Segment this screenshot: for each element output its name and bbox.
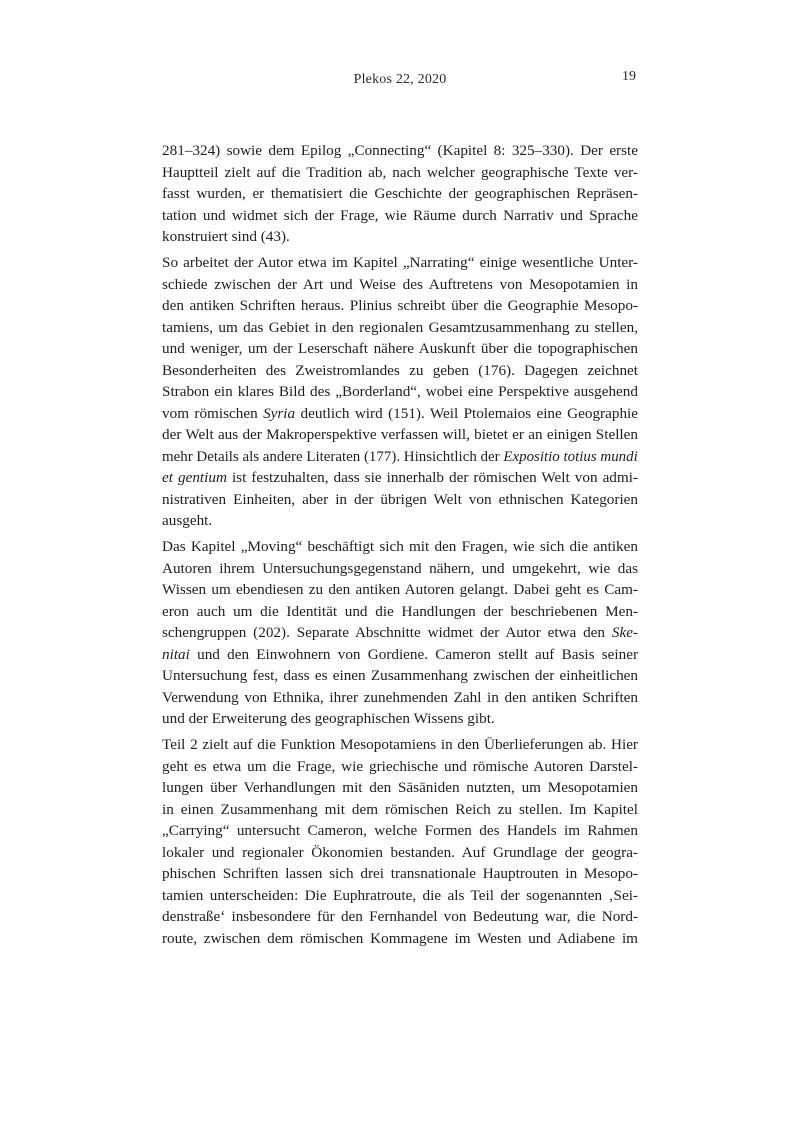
text-run: deutlich wird (151). Weil Ptolemaios eine Geographie bbox=[295, 404, 638, 422]
text-run: den antiken Schriften heraus. Plinius schreibt über die Geographie Mesopo- bbox=[162, 297, 638, 314]
text-line bbox=[162, 252, 638, 274]
text-line bbox=[162, 338, 638, 360]
text-run: in einen Zusammenhang mit dem römischen Reich zu stellen. Im Kapitel bbox=[162, 800, 638, 818]
text-line bbox=[162, 644, 638, 666]
text-line bbox=[162, 317, 638, 339]
text-line bbox=[162, 381, 638, 403]
text-run: Autoren ihrem Untersuchungsgegenstand nähern, und umgekehrt, wie das bbox=[162, 559, 638, 577]
text-run: tation und widmet sich der Frage, wie Räume durch Narrativ und Sprache bbox=[162, 206, 638, 224]
text-run: und der Erweiterung des geographischen Wissens gibt. bbox=[162, 710, 495, 727]
text-run: lokaler und regionaler Ökonomien bestanden. Auf Grundlage der geogra- bbox=[162, 843, 638, 861]
text-line bbox=[162, 424, 638, 446]
text-run: Teil 2 zielt auf die Funktion Mesopotamiens in den Überlieferungen ab. Hier bbox=[162, 736, 638, 753]
text-run: nistrativen Einheiten, aber in der übrigen Welt von ethnischen Kategorien bbox=[162, 490, 638, 508]
italic-text-run: nitai bbox=[162, 645, 190, 663]
text-run: lungen über Verhandlungen mit den Sāsāniden nutzten, um Mesopotamien bbox=[162, 779, 638, 796]
text-run: schengruppen (202). Separate Abschnitte widmet der Autor etwa den bbox=[162, 624, 612, 641]
text-line bbox=[162, 162, 638, 184]
text-line bbox=[162, 489, 638, 511]
text-run: Das Kapitel „Moving“ beschäftigt sich mit den Fragen, wie sich die antiken bbox=[162, 538, 638, 555]
text-run: Verwendung von Ethnika, ihrer zunehmenden Zahl in den antiken Schriften bbox=[162, 688, 638, 706]
text-run: fasst wurden, er thematisiert die Geschichte der geographischen Repräsen- bbox=[162, 185, 638, 202]
text-line bbox=[162, 820, 638, 842]
paragraph bbox=[162, 140, 638, 248]
paragraph bbox=[162, 734, 638, 949]
text-line bbox=[162, 622, 638, 644]
text-line bbox=[162, 601, 638, 623]
italic-text-run: Expositio totius mundi bbox=[503, 447, 638, 465]
text-run: route, zwischen dem römischen Kommagene im Westen und Adiabene im bbox=[162, 929, 638, 947]
text-run: Strabon ein klares Bild des „Borderland“, wobei eine Perspektive ausgehend bbox=[162, 383, 638, 400]
paragraph bbox=[162, 252, 638, 532]
text-line bbox=[162, 842, 638, 864]
text-line bbox=[162, 536, 638, 558]
text-run: 281–324) sowie dem Epilog „Connecting“ (Kapitel 8: 325–330). Der erste bbox=[162, 142, 638, 159]
italic-text-run: et gentium bbox=[162, 469, 227, 486]
text-run: So arbeitet der Autor etwa im Kapitel „Narrating“ einige wesentliche Unter- bbox=[162, 254, 638, 271]
text-run: schiede zwischen der Art und Weise des Auftretens von Mesopotamien in bbox=[162, 275, 638, 293]
text-run: konstruiert sind (43). bbox=[162, 228, 290, 245]
text-line bbox=[162, 777, 638, 799]
text-line bbox=[162, 928, 638, 950]
text-run: phischen Schriften lassen sich drei transnationale Hauptrouten in Mesopo- bbox=[162, 865, 638, 882]
text-line bbox=[162, 446, 638, 468]
journal-title: Plekos 22, 2020 bbox=[353, 72, 447, 87]
text-line bbox=[162, 756, 638, 778]
italic-text-run: Ske- bbox=[611, 624, 638, 641]
text-run: tamien unterscheiden: Die Euphratroute, die als Teil der sogenannten ‚Sei- bbox=[162, 886, 638, 904]
text-line bbox=[162, 906, 638, 928]
text-line bbox=[162, 687, 638, 709]
text-line bbox=[162, 205, 638, 227]
text-run: denstraße‘ insbesondere für den Fernhandel von Bedeutung war, die Nord- bbox=[162, 908, 638, 925]
text-line bbox=[162, 863, 638, 885]
page-number: 19 bbox=[622, 69, 636, 84]
text-line bbox=[162, 734, 638, 756]
text-run: Wissen um ebendiesen zu den antiken Autoren gelangt. Dabei geht es Cam- bbox=[162, 581, 638, 598]
text-line bbox=[162, 579, 638, 601]
text-line bbox=[162, 558, 638, 580]
text-run: mehr Details als andere Literaten (177). Hinsichtlich der bbox=[162, 447, 504, 465]
text-run: geht es etwa um die Frage, wie griechische und römische Autoren Darstel- bbox=[162, 757, 638, 775]
text-line bbox=[162, 665, 638, 687]
text-line bbox=[162, 708, 638, 730]
text-line bbox=[162, 799, 638, 821]
text-run: und den Einwohnern von Gordiene. Cameron stellt auf Basis seiner bbox=[189, 645, 638, 663]
body-text bbox=[162, 140, 638, 954]
text-run: ausgeht. bbox=[162, 512, 213, 529]
text-line bbox=[162, 360, 638, 382]
text-run: eron auch um die Identität und die Handlungen der beschriebenen Men- bbox=[162, 602, 638, 620]
text-run: und weniger, um der Leserschaft nähere Auskunft über die topographischen bbox=[162, 340, 638, 357]
italic-text-run: Syria bbox=[263, 404, 296, 422]
text-run: tamiens, um das Gebiet in den regionalen Gesamtzusammenhang zu stellen, bbox=[162, 318, 638, 336]
text-line bbox=[162, 274, 638, 296]
text-run: vom römischen bbox=[162, 404, 264, 422]
text-line bbox=[162, 467, 638, 489]
text-line bbox=[162, 510, 638, 532]
text-line bbox=[162, 226, 638, 248]
text-run: Besonderheiten des Zweistromlandes zu geben (176). Dagegen zeichnet bbox=[162, 361, 638, 379]
text-line bbox=[162, 183, 638, 205]
text-run: der Welt aus der Makroperspektive verfassen will, bietet er an einigen Stellen bbox=[162, 426, 638, 443]
running-header bbox=[162, 69, 638, 87]
text-line bbox=[162, 403, 638, 425]
text-line bbox=[162, 140, 638, 162]
text-run: ist festzuhalten, dass sie innerhalb der römischen Welt von admi- bbox=[226, 469, 638, 486]
text-run: „Carrying“ untersucht Cameron, welche Formen des Handels im Rahmen bbox=[162, 822, 638, 839]
text-line bbox=[162, 295, 638, 317]
text-run: Untersuchung fest, dass es einen Zusammenhang zwischen der einheitlichen bbox=[162, 667, 638, 684]
text-run: Hauptteil zielt auf die Tradition ab, nach welcher geographische Texte ver- bbox=[162, 163, 638, 181]
paragraph bbox=[162, 536, 638, 730]
text-line bbox=[162, 885, 638, 907]
